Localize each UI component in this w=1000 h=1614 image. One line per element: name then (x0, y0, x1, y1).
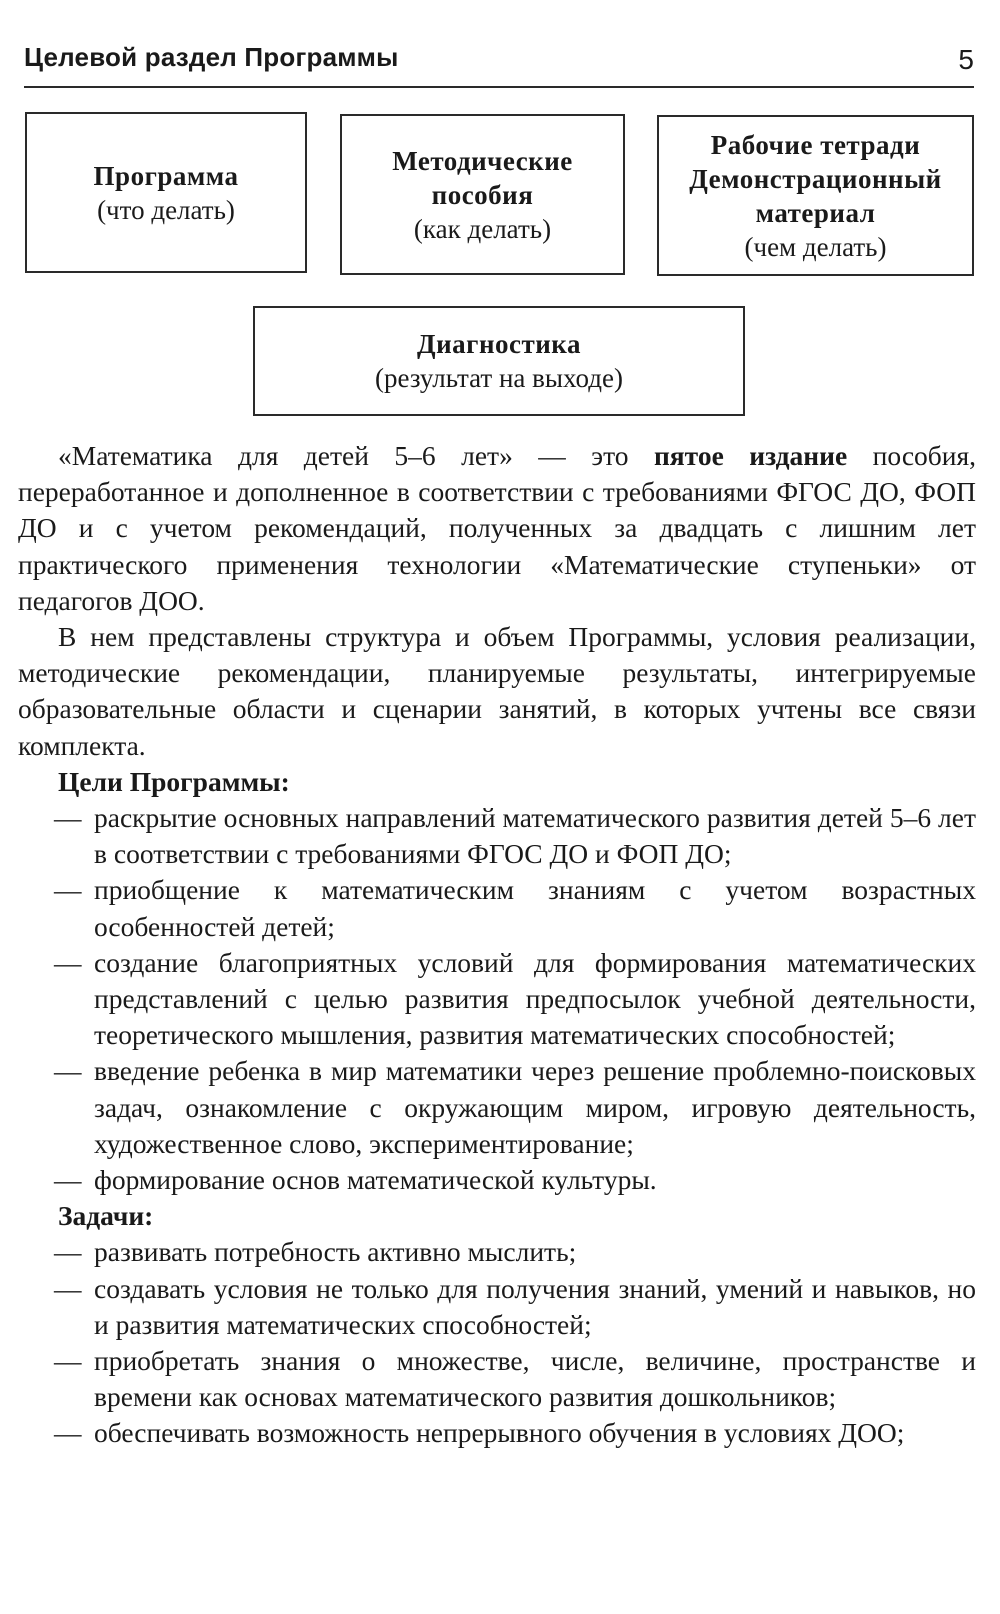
box-workbooks-subtitle: (чем делать) (744, 231, 887, 262)
dash: — (54, 946, 82, 978)
box-workbooks-title-line1: Рабочие тетради (710, 129, 921, 160)
dash: — (54, 1272, 82, 1304)
list-item (18, 1415, 976, 1451)
list-item (18, 872, 976, 944)
diagram-box-workbooks (657, 115, 974, 276)
box-methods-title-line1: Методические (392, 145, 573, 176)
intro-p1-after: пособия, переработанное и дополненное в соответствии с требованиями ФГОС ДО, ФОП ДО и с учетом рекомендаций, полученных за двадцать с лишним лет практического применения технологии «Математические ступеньки» от педагогов ДОО. (18, 440, 977, 616)
goal-text: раскрытие основных направлений математического развития детей 5–6 лет в соответствии с требованиями ФГОС ДО и ФОП ДО; (94, 802, 976, 870)
running-head (24, 38, 974, 88)
diagram-box-diagnostics (253, 306, 745, 416)
intro-p1-before: «Математика для детей 5–6 лет» — это (58, 440, 654, 471)
dash: — (54, 802, 82, 834)
task-text: приобретать знания о множестве, числе, величине, пространстве и времени как основах математического развития дошкольников; (94, 1345, 976, 1413)
list-item (18, 945, 976, 1054)
box-methods-title-line2: пособия (431, 179, 534, 210)
box-workbooks-title-line2: Демонстрационный (689, 163, 942, 194)
body-text (18, 438, 976, 1452)
goal-text: формирование основ математической культуры. (94, 1164, 657, 1196)
goal-text: создание благоприятных условий для формирования математических представлений с целью развития предпосылок учебной деятельности, теоретического мышления, развития математических способностей; (94, 946, 976, 1051)
dash: — (54, 1345, 82, 1377)
diagram-box-methods (340, 114, 625, 275)
diagram-box-program (25, 112, 307, 273)
goals-list (18, 800, 976, 1198)
dash: — (54, 874, 82, 906)
intro-p1-bold: пятое издание (653, 440, 848, 471)
list-item (18, 1162, 976, 1198)
box-program-subtitle: (что делать) (97, 194, 235, 225)
dash: — (54, 1164, 82, 1196)
tasks-heading: Задачи: (58, 1200, 154, 1232)
task-text: создавать условия не только для получения знаний, умений и навыков, но и развития математических способностей; (94, 1272, 976, 1340)
box-methods-subtitle: (как делать) (413, 213, 552, 244)
box-program-title: Программа (93, 160, 239, 191)
list-item (18, 1053, 976, 1162)
task-text: обеспечивать возможность непрерывного обучения в условиях ДОО; (94, 1417, 905, 1449)
goal-text: приобщение к математическим знаниям с учетом возрастных особенностей детей; (94, 874, 976, 942)
list-item (18, 1234, 976, 1270)
box-diagnostics-subtitle: (результат на выходе) (375, 363, 623, 393)
intro-paragraph-2: В нем представлены структура и объем Программы, условия реализации, методические рекомендации, планируемые результаты, интегрируемые образовательные области и сценарии занятий, в которых учтены все связи комплекта. (18, 621, 976, 761)
list-item (18, 1271, 976, 1343)
section-title: Целевой раздел Программы (24, 42, 399, 72)
goals-heading: Цели Программы: (58, 765, 290, 797)
tasks-list (18, 1234, 976, 1451)
dash: — (54, 1055, 82, 1087)
task-text: развивать потребность активно мыслить; (94, 1236, 577, 1268)
dash: — (54, 1417, 82, 1449)
box-workbooks-title-line3: материал (755, 197, 876, 228)
dash: — (54, 1236, 82, 1268)
page-number: 5 (958, 44, 974, 75)
list-item (18, 1343, 976, 1415)
intro-paragraph-1 (18, 438, 976, 619)
goal-text: введение ребенка в мир математики через решение проблемно-поисковых задач, ознакомление с окружающим миром, игровую деятельность, художественное слово, экспериментирование; (94, 1055, 976, 1159)
box-diagnostics-title: Диагностика (417, 329, 581, 359)
list-item (18, 800, 976, 872)
